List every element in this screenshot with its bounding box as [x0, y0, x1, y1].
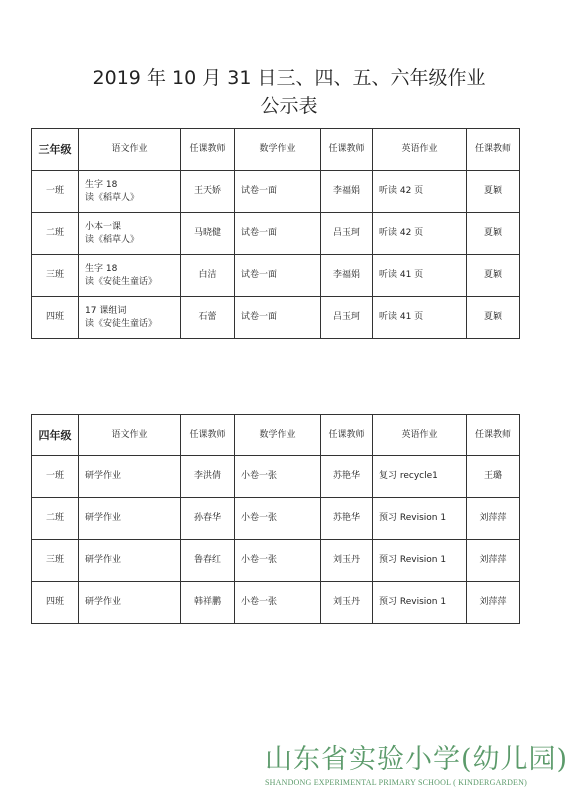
- chinese-homework-line: 小本一课: [85, 221, 122, 232]
- table-row: [32, 498, 520, 540]
- table-row: [32, 540, 520, 582]
- grade3-header-math: 数学作业: [235, 129, 321, 171]
- chinese-homework: [79, 213, 181, 255]
- english-teacher: 刘萍萍: [467, 498, 520, 540]
- math-homework: 小卷一张: [235, 582, 321, 624]
- chinese-teacher: 李洪倩: [181, 456, 235, 498]
- grade4-header-math: 数学作业: [235, 415, 321, 456]
- english-homework: 预习 Revision 1: [373, 540, 467, 582]
- english-teacher: 夏颖: [467, 297, 520, 339]
- grade3-header-teacher: 任课教师: [321, 129, 373, 171]
- math-homework: 试卷一面: [235, 213, 321, 255]
- class-name: 一班: [32, 171, 79, 213]
- english-homework: 听读 41 页: [373, 255, 467, 297]
- class-name: 四班: [32, 297, 79, 339]
- english-homework: 听读 41 页: [373, 297, 467, 339]
- math-teacher: 苏艳华: [321, 498, 373, 540]
- class-name: 四班: [32, 582, 79, 624]
- chinese-homework: [79, 255, 181, 297]
- english-teacher: 王璐: [467, 456, 520, 498]
- class-name: 二班: [32, 213, 79, 255]
- school-logo-english: SHANDONG EXPERIMENTAL PRIMARY SCHOOL ( KINDERGARDEN): [265, 778, 527, 787]
- title-line-1: 2019 年 10 月 31 日三、四、五、六年级作业: [92, 67, 486, 89]
- math-teacher: 吕玉珂: [321, 297, 373, 339]
- english-teacher: 刘萍萍: [467, 582, 520, 624]
- grade4-header-teacher: 任课教师: [321, 415, 373, 456]
- grade3-header-teacher: 任课教师: [467, 129, 520, 171]
- table-row: [32, 255, 520, 297]
- grade4-header-chinese: 语文作业: [79, 415, 181, 456]
- chinese-homework-line: 读《稻草人》: [85, 234, 140, 245]
- grade4-header-teacher: 任课教师: [181, 415, 235, 456]
- table-row: [32, 171, 520, 213]
- grade4-header-english: 英语作业: [373, 415, 467, 456]
- chinese-teacher: 马晓健: [181, 213, 235, 255]
- grade3-header-row: [32, 129, 520, 171]
- english-homework: 复习 recycle1: [373, 456, 467, 498]
- math-homework: 小卷一张: [235, 498, 321, 540]
- table-row: [32, 213, 520, 255]
- chinese-homework-line: 17 课组词: [85, 305, 127, 316]
- math-teacher: 刘玉丹: [321, 582, 373, 624]
- chinese-homework: [79, 171, 181, 213]
- chinese-teacher: 王天娇: [181, 171, 235, 213]
- grade4-header-row: [32, 415, 520, 456]
- grade3-header-chinese: 语文作业: [79, 129, 181, 171]
- chinese-homework-line: 生字 18: [85, 179, 118, 190]
- chinese-homework: 研学作业: [79, 498, 181, 540]
- math-teacher: 吕玉珂: [321, 213, 373, 255]
- class-name: 一班: [32, 456, 79, 498]
- english-teacher: 夏颖: [467, 171, 520, 213]
- school-logo: [265, 744, 575, 787]
- document-title: [0, 64, 578, 120]
- english-homework: 预习 Revision 1: [373, 582, 467, 624]
- title-line-2: 公示表: [260, 95, 318, 117]
- math-homework: 试卷一面: [235, 297, 321, 339]
- chinese-teacher: 孙春华: [181, 498, 235, 540]
- english-teacher: 刘萍萍: [467, 540, 520, 582]
- math-homework: 小卷一张: [235, 540, 321, 582]
- chinese-homework: 研学作业: [79, 582, 181, 624]
- grade3-header-teacher: 任课教师: [181, 129, 235, 171]
- grade3-header-english: 英语作业: [373, 129, 467, 171]
- grade3-header-grade: 三年级: [32, 129, 79, 171]
- chinese-teacher: 韩祥鹏: [181, 582, 235, 624]
- math-teacher: 李福娟: [321, 255, 373, 297]
- english-teacher: 夏颖: [467, 255, 520, 297]
- english-homework: 预习 Revision 1: [373, 498, 467, 540]
- grade4-header-grade: 四年级: [32, 415, 79, 456]
- grade4-header-teacher: 任课教师: [467, 415, 520, 456]
- class-name: 三班: [32, 255, 79, 297]
- english-homework: 听读 42 页: [373, 213, 467, 255]
- chinese-homework-line: 读《安徒生童话》: [85, 276, 158, 287]
- table-row: [32, 456, 520, 498]
- math-teacher: 李福娟: [321, 171, 373, 213]
- chinese-teacher: 白洁: [181, 255, 235, 297]
- table-row: [32, 582, 520, 624]
- chinese-homework-line: 读《安徒生童话》: [85, 318, 158, 329]
- math-homework: 小卷一张: [235, 456, 321, 498]
- math-teacher: 刘玉丹: [321, 540, 373, 582]
- math-teacher: 苏艳华: [321, 456, 373, 498]
- chinese-homework: 研学作业: [79, 540, 181, 582]
- grade4-table: [31, 414, 520, 624]
- chinese-homework: 研学作业: [79, 456, 181, 498]
- chinese-homework: [79, 297, 181, 339]
- math-homework: 试卷一面: [235, 171, 321, 213]
- math-homework: 试卷一面: [235, 255, 321, 297]
- chinese-teacher: 鲁春红: [181, 540, 235, 582]
- class-name: 三班: [32, 540, 79, 582]
- school-logo-chinese: 山东省实验小学(幼儿园): [265, 744, 569, 775]
- chinese-homework-line: 读《稻草人》: [85, 192, 140, 203]
- table-row: [32, 297, 520, 339]
- chinese-teacher: 石蕾: [181, 297, 235, 339]
- chinese-homework-line: 生字 18: [85, 263, 118, 274]
- english-teacher: 夏颖: [467, 213, 520, 255]
- class-name: 二班: [32, 498, 79, 540]
- grade3-table: [31, 128, 520, 339]
- english-homework: 听读 42 页: [373, 171, 467, 213]
